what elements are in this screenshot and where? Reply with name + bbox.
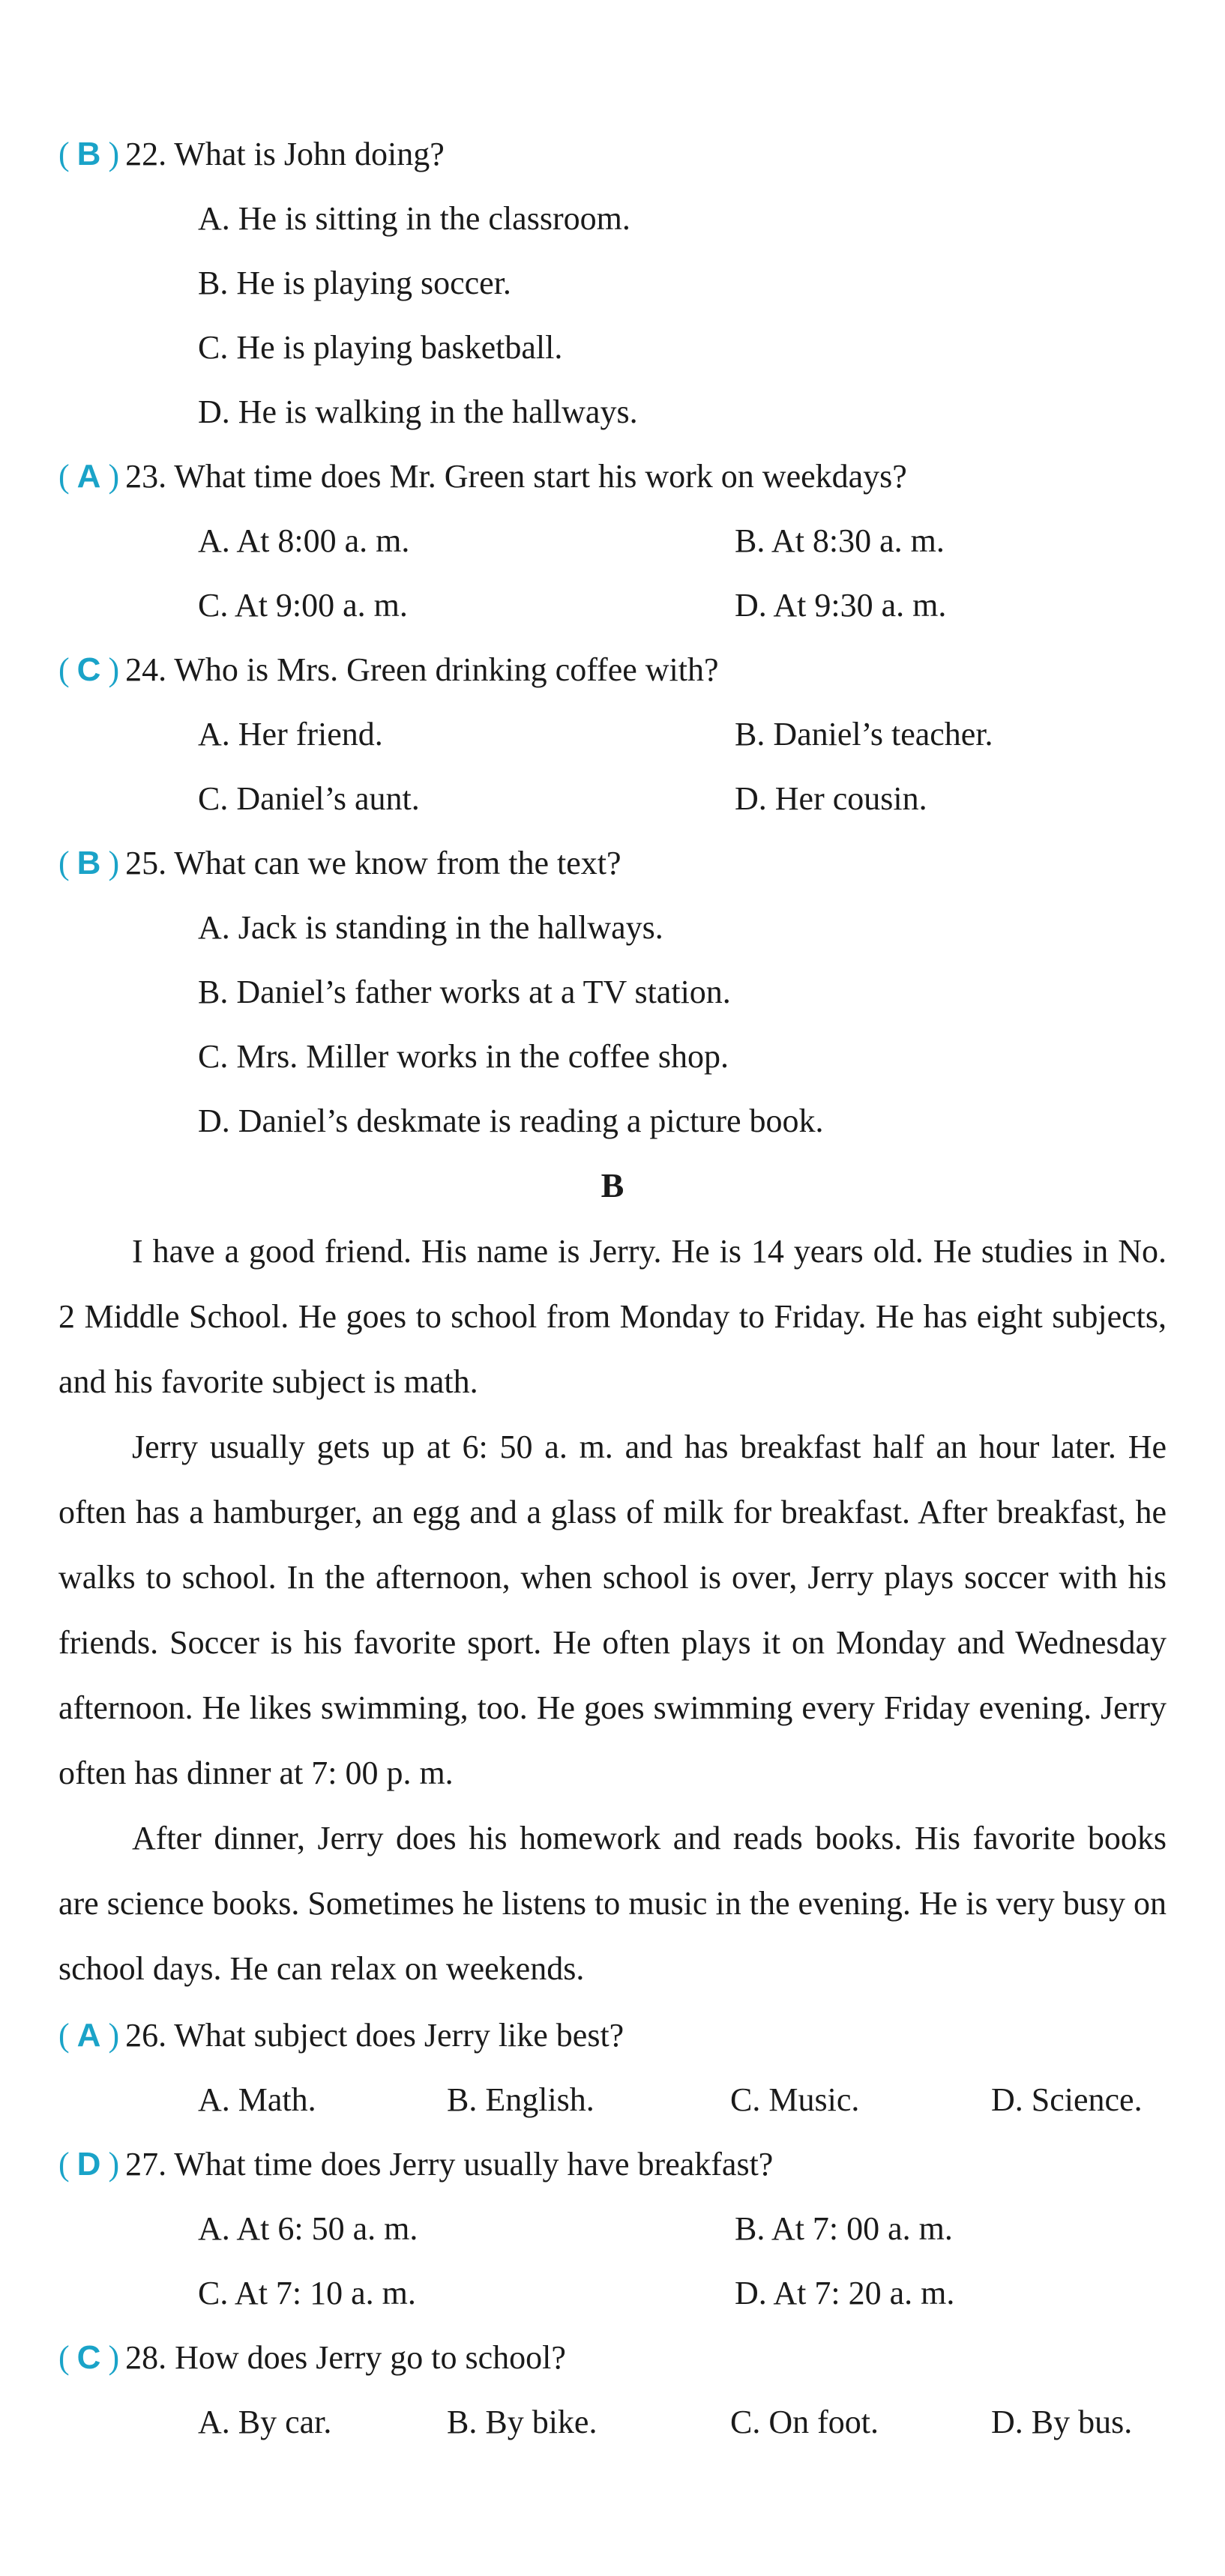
answer-23: A [76,458,101,495]
paren-close: ) [108,2339,120,2376]
q22-option-d: D. He is walking in the hallways. [198,393,638,430]
question-27 [58,2142,1225,2187]
q27-option-b: B. At 7: 00 a. m. [735,2210,953,2247]
answer-26: A [76,2017,101,2054]
question-23 [58,454,1225,499]
q28-option-b: B. By bike. [447,2404,598,2440]
paren-close: ) [108,651,120,688]
q23-option-a: A. At 8:00 a. m. [198,522,410,559]
paren-open: ( [58,651,70,688]
q25-option-c: C. Mrs. Miller works in the coffee shop. [198,1038,729,1075]
q28-option-d: D. By bus. [991,2404,1133,2440]
question-stem-26: 26. What subject does Jerry like best? [125,2017,624,2054]
question-22 [58,132,1225,177]
q25-option-d: D. Daniel’s deskmate is reading a picture book. [198,1103,824,1139]
paren-open: ( [58,458,70,495]
q24-option-d: D. Her cousin. [735,780,927,817]
paren-close: ) [108,2146,120,2183]
answer-25: B [76,845,101,881]
q26-option-a: A. Math. [198,2081,316,2118]
q26-option-d: D. Science. [991,2081,1143,2118]
q23-option-c: C. At 9:00 a. m. [198,587,408,624]
question-stem-25: 25. What can we know from the text? [125,845,621,881]
paren-close: ) [108,845,120,881]
question-stem-27: 27. What time does Jerry usually have breakfast? [125,2146,774,2183]
question-26 [58,2013,1225,2058]
q24-option-a: A. Her friend. [198,716,383,752]
question-25 [58,841,1225,886]
q24-option-b: B. Daniel’s teacher. [735,716,993,752]
paren-open: ( [58,2017,70,2054]
q27-option-a: A. At 6: 50 a. m. [198,2210,418,2247]
q28-option-c: C. On foot. [730,2404,879,2440]
q28-option-a: A. By car. [198,2404,332,2440]
answer-24: C [76,651,101,688]
paren-close: ) [108,2017,120,2054]
q27-option-d: D. At 7: 20 a. m. [735,2275,955,2311]
passage-paragraph-1: I have a good friend. His name is Jerry. He is 14 years old. He studies in No. 2 Middle School. He goes to school from Monday to Friday. He has eight subjects, and his favorite subject is math. [58,1233,1167,1400]
q24-option-c: C. Daniel’s aunt. [198,780,420,817]
question-stem-22: 22. What is John doing? [125,136,445,172]
passage-paragraph-3: After dinner, Jerry does his homework and reads books. His favorite books are science books. Sometimes he listens to music in the evening. He is very busy on school days. He can relax on weekends. [58,1820,1167,1987]
paren-open: ( [58,2339,70,2376]
section-title: B [601,1166,624,1204]
q23-option-b: B. At 8:30 a. m. [735,522,945,559]
q22-option-b: B. He is playing soccer. [198,265,511,301]
paren-close: ) [108,136,120,172]
q26-option-c: C. Music. [730,2081,860,2118]
paren-open: ( [58,845,70,881]
q25-option-a: A. Jack is standing in the hallways. [198,909,663,946]
question-stem-28: 28. How does Jerry go to school? [125,2339,566,2376]
paren-open: ( [58,2146,70,2183]
answer-27: D [76,2146,101,2183]
question-28 [58,2335,1225,2380]
question-24 [58,648,1225,693]
answer-28: C [76,2339,101,2376]
paren-open: ( [58,136,70,172]
passage-paragraph-2: Jerry usually gets up at 6: 50 a. m. and has breakfast half an hour later. He often has a hamburger, an egg and a glass of milk for breakfast. After breakfast, he walks to school. In the afternoon, when school is over, Jerry plays soccer with his friends. Soccer is his favorite sport. He often plays it on Monday and Wednesday afternoon. He likes swimming, too. He goes swimming every Friday evening. Jerry often has dinner at 7: 00 p. m. [58,1429,1167,1791]
q27-option-c: C. At 7: 10 a. m. [198,2275,416,2311]
q23-option-d: D. At 9:30 a. m. [735,587,947,624]
reading-passage [58,1219,1167,2001]
q26-option-b: B. English. [447,2081,595,2118]
paren-close: ) [108,458,120,495]
question-stem-23: 23. What time does Mr. Green start his work on weekdays? [125,458,907,495]
q22-option-a: A. He is sitting in the classroom. [198,200,630,237]
q25-option-b: B. Daniel’s father works at a TV station. [198,974,731,1010]
question-stem-24: 24. Who is Mrs. Green drinking coffee with? [125,651,719,688]
answer-22: B [76,136,101,172]
q22-option-c: C. He is playing basketball. [198,329,563,366]
